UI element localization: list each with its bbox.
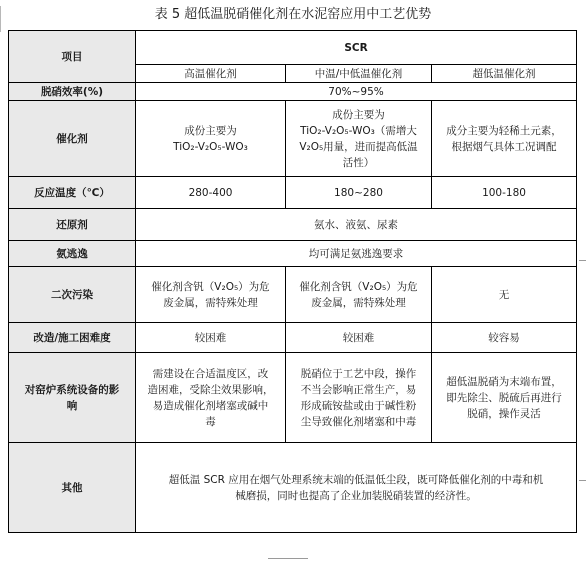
catalyst-high-formula: TiO₂-V₂O₅-WO₃ [173, 140, 248, 153]
row-reductant [9, 209, 577, 241]
pollution-high [136, 267, 286, 323]
pollution-mid-line2: 废金属，需特殊处理 [311, 296, 406, 309]
catalyst-mid-line2: TiO₂-V₂O₅-WO₃（需增大 [300, 124, 417, 137]
label-temperature: 反应温度（℃） [9, 177, 136, 209]
label-impact-line2: 响 [66, 399, 78, 412]
row-ammonia-slip [9, 241, 577, 267]
catalyst-mid [286, 101, 432, 177]
pollution-mid [286, 267, 432, 323]
row-temperature [9, 177, 577, 209]
row-efficiency [9, 83, 577, 101]
impact-mid-line2: 不当会影响正常生产，易 [300, 383, 417, 396]
header-item: 项目 [9, 31, 136, 83]
right-edge-mark-lower [579, 480, 586, 481]
row-difficulty [9, 323, 577, 353]
impact-mid-line3: 形成硫铵盐或由于碱性粉 [300, 399, 417, 412]
catalyst-high [136, 101, 286, 177]
catalyst-ultra-line2: 根据烟气具体工况调配 [451, 140, 557, 153]
label-difficulty: 改造/施工困难度 [9, 323, 136, 353]
impact-high-line1: 需建设在合适温度区，改 [152, 367, 269, 380]
catalyst-mid-line1: 成份主要为 [332, 108, 385, 121]
header-ultra-low-temp: 超低温催化剂 [432, 65, 577, 83]
catalyst-mid-line3: V₂O₅用量，进而提高低温 [299, 140, 418, 153]
impact-ultra [432, 353, 577, 443]
impact-high-line3: 易造成催化剂堵塞或碱中 [152, 399, 269, 412]
scr-comparison-table [8, 30, 577, 533]
pollution-high-line1: 催化剂含钒（V₂O₅）为危 [151, 280, 270, 293]
label-impact-line1: 对窑炉系统设备的影 [24, 383, 120, 396]
row-catalyst [9, 101, 577, 177]
impact-ultra-line3: 脱硝，操作灵活 [467, 407, 541, 420]
label-other: 其他 [9, 443, 136, 533]
label-pollution: 二次污染 [9, 267, 136, 323]
bottom-edge-mark [268, 558, 308, 559]
impact-high-line4: 毒 [205, 415, 216, 428]
impact-mid-line1: 脱硝位于工艺中段，操作 [300, 367, 417, 380]
value-reductant: 氨水、液氨、尿素 [136, 209, 577, 241]
header-mid-temp: 中温/中低温催化剂 [286, 65, 432, 83]
header-row-scr [9, 31, 577, 65]
row-impact [9, 353, 577, 443]
catalyst-ultra-line1: 成分主要为轻稀土元素， [446, 124, 562, 137]
header-high-temp: 高温催化剂 [136, 65, 286, 83]
row-pollution [9, 267, 577, 323]
pollution-ultra: 无 [432, 267, 577, 323]
value-ammonia-slip: 均可满足氨逃逸要求 [136, 241, 577, 267]
impact-ultra-line2: 即先除尘、脱硫后再进行 [446, 391, 562, 404]
label-catalyst: 催化剂 [9, 101, 136, 177]
header-scr: SCR [136, 31, 577, 65]
label-reductant: 还原剂 [9, 209, 136, 241]
catalyst-ultra [432, 101, 577, 177]
table-caption: 表 5 超低温脱硝催化剂在水泥窑应用中工艺优势 [154, 7, 432, 22]
label-impact [9, 353, 136, 443]
difficulty-high: 较困难 [136, 323, 286, 353]
catalyst-high-line1: 成份主要为 [184, 124, 237, 137]
difficulty-ultra: 较容易 [432, 323, 577, 353]
impact-high [136, 353, 286, 443]
catalyst-mid-line4: 活性） [342, 156, 375, 169]
pollution-high-line2: 废金属，需特殊处理 [163, 296, 258, 309]
impact-high-line2: 造困难，受除尘效果影响， [147, 383, 274, 396]
difficulty-mid: 较困难 [286, 323, 432, 353]
label-ammonia-slip: 氨逃逸 [9, 241, 136, 267]
label-efficiency: 脱硝效率(%) [9, 83, 136, 101]
temperature-ultra: 100-180 [432, 177, 577, 209]
temperature-high: 280-400 [136, 177, 286, 209]
value-efficiency: 70%~95% [136, 83, 577, 101]
impact-ultra-line1: 超低温脱硝为末端布置， [446, 375, 562, 388]
value-other [136, 443, 577, 533]
impact-mid-line4: 尘导致催化剂堵塞和中毒 [300, 415, 417, 428]
impact-mid [286, 353, 432, 443]
other-line1: 超低温 SCR 应用在烟气处理系统末端的低温低尘段，既可降低催化剂的中毒和机 [168, 473, 544, 486]
pollution-mid-line1: 催化剂含钒（V₂O₅）为危 [299, 280, 418, 293]
right-edge-mark [579, 260, 586, 261]
other-line2: 械磨损，同时也提高了企业加装脱硝装置的经济性。 [235, 489, 477, 502]
temperature-mid: 180~280 [286, 177, 432, 209]
row-other [9, 443, 577, 533]
